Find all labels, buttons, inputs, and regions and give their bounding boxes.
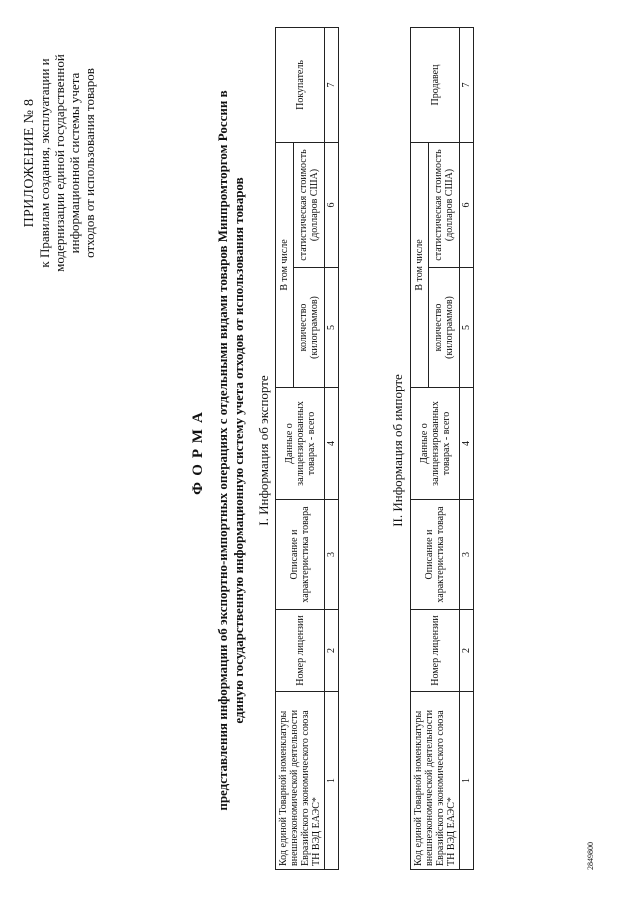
col-header-quantity: количество (килограммов): [294, 268, 325, 388]
appendix-line: модернизации единой государственной: [52, 54, 67, 272]
col-header-license: Номер лицензии: [276, 610, 325, 692]
column-number: 6: [325, 142, 339, 267]
column-number: 4: [460, 388, 474, 500]
section-import-title: II. Информация об импорте: [390, 374, 405, 527]
document-stamp: 2849800: [586, 842, 595, 870]
form-subtitle: [215, 33, 247, 868]
col-header-buyer: Покупатель: [276, 27, 325, 142]
table-header-row: [276, 27, 294, 869]
column-number: 1: [460, 692, 474, 870]
table-number-row: [325, 27, 339, 869]
column-number: 6: [460, 142, 474, 267]
appendix-line: отходов от использования товаров: [82, 68, 97, 258]
col-header-code: Код единой Товарной номенклатуры внешнеэкономической деятельности Евразийского экономического союза ТН ВЭД ЕАЭС*: [411, 692, 460, 870]
column-number: 4: [325, 388, 339, 500]
appendix-line: к Правилам создания, эксплуатации и: [37, 58, 52, 268]
col-header-quantity: количество (килограммов): [429, 268, 460, 388]
import-table: [410, 27, 474, 870]
appendix-title: ПРИЛОЖЕНИЕ № 8: [22, 98, 37, 228]
col-header-including: В том числе: [411, 142, 429, 387]
export-table: [275, 27, 339, 870]
form-title: ФОРМА: [190, 406, 206, 495]
rotated-page: [0, 13, 610, 888]
col-header-seller: Продавец: [411, 27, 460, 142]
column-number: 3: [325, 500, 339, 610]
table-header-row: [411, 27, 429, 869]
column-number: 2: [460, 610, 474, 692]
column-number: 3: [460, 500, 474, 610]
appendix-line: информационной системы учета: [67, 72, 82, 254]
col-header-license: Номер лицензии: [411, 610, 460, 692]
column-number: 2: [325, 610, 339, 692]
col-header-cost: статистическая стоимость (долларов США): [429, 142, 460, 267]
column-number: 5: [325, 268, 339, 388]
section-export-title: I. Информация об экспорте: [256, 375, 271, 526]
col-header-description: Описание и характеристика товара: [276, 500, 325, 610]
col-header-total: Данные о залицензированных товарах - всего: [411, 388, 460, 500]
form-subtitle-line: единую государственную информационную систему учета отходов от использования товаров: [231, 177, 246, 724]
col-header-code: Код единой Товарной номенклатуры внешнеэкономической деятельности Евразийского экономического союза ТН ВЭД ЕАЭС*: [276, 692, 325, 870]
appendix-block: [22, 13, 97, 313]
form-subtitle-line: представления информации об экспортно-импортных операциях с отдельными видами товаров Минпромторгом России в: [215, 90, 230, 811]
col-header-cost: статистическая стоимость (долларов США): [294, 142, 325, 267]
col-header-description: Описание и характеристика товара: [411, 500, 460, 610]
column-number: 7: [460, 27, 474, 142]
column-number: 1: [325, 692, 339, 870]
table-number-row: [460, 27, 474, 869]
column-number: 7: [325, 27, 339, 142]
col-header-including: В том числе: [276, 142, 294, 387]
col-header-total: Данные о залицензированных товарах - всего: [276, 388, 325, 500]
column-number: 5: [460, 268, 474, 388]
